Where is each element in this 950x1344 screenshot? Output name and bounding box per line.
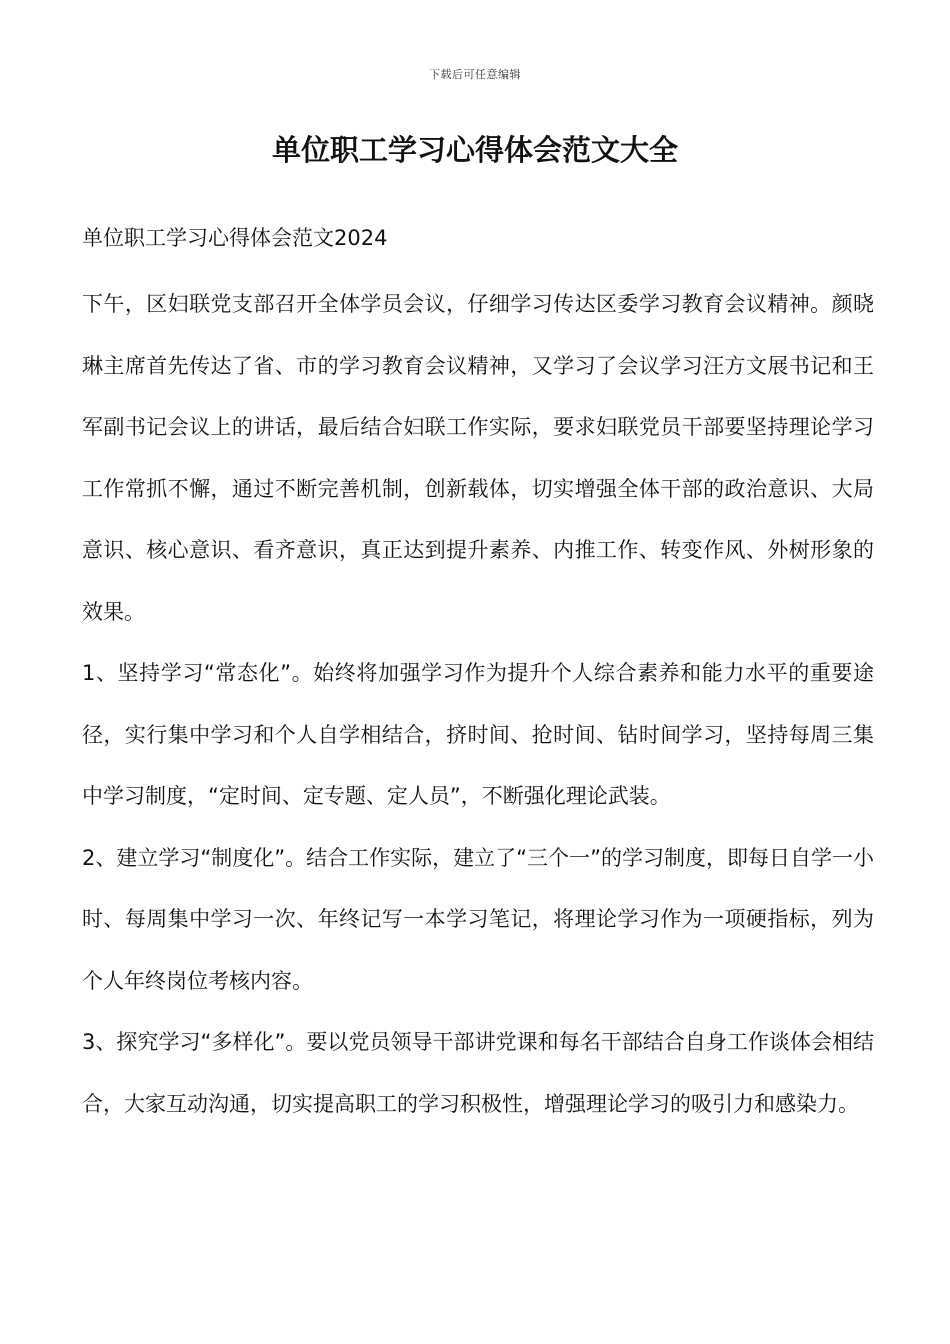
- document-subtitle: 单位职工学习心得体会范文2024: [82, 226, 388, 250]
- body-paragraph-item-3: 3、探究学习“多样化”。要以党员领导干部讲党课和每名干部结合自身工作谈体会相结合，大家互动沟通，切实提高职工的学习积极性，增强理论学习的吸引力和感染力。: [82, 1030, 874, 1116]
- body-paragraph-intro: 下午，区妇联党支部召开全体学员会议，仔细学习传达区委学习教育会议精神。颜晓琳主席首先传达了省、市的学习教育会议精神，又学习了会议学习汪方文展书记和王军副书记会议上的讲话，最后结合妇联工作实际，要求妇联党员干部要坚持理论学习工作常抓不懈，通过不断完善机制，创新载体，切实增强全体干部的政治意识、大局意识、核心意识、看齐意识，真正达到提升素养、内推工作、转变作风、外树形象的效果。: [82, 292, 874, 624]
- subtitle-spacer: [82, 258, 874, 274]
- document-title: 单位职工学习心得体会范文大全: [271, 133, 678, 167]
- body-paragraph-item-1: 1、坚持学习“常态化”。始终将加强学习作为提升个人综合素养和能力水平的重要途径，实行集中学习和个人自学相结合，挤时间、抢时间、钻时间学习，坚持每周三集中学习制度，“定时间、定专题、定人员”，不断强化理论武装。: [82, 661, 874, 808]
- header-note: 下载后可任意编辑: [429, 68, 521, 81]
- body-paragraph-item-2: 2、建立学习“制度化”。结合工作实际，建立了“三个一”的学习制度，即每日自学一小时、每周集中学习一次、年终记写一本学习笔记，将理论学习作为一项硬指标，列为个人年终岗位考核内容。: [82, 845, 874, 993]
- document-body: [82, 218, 874, 1135]
